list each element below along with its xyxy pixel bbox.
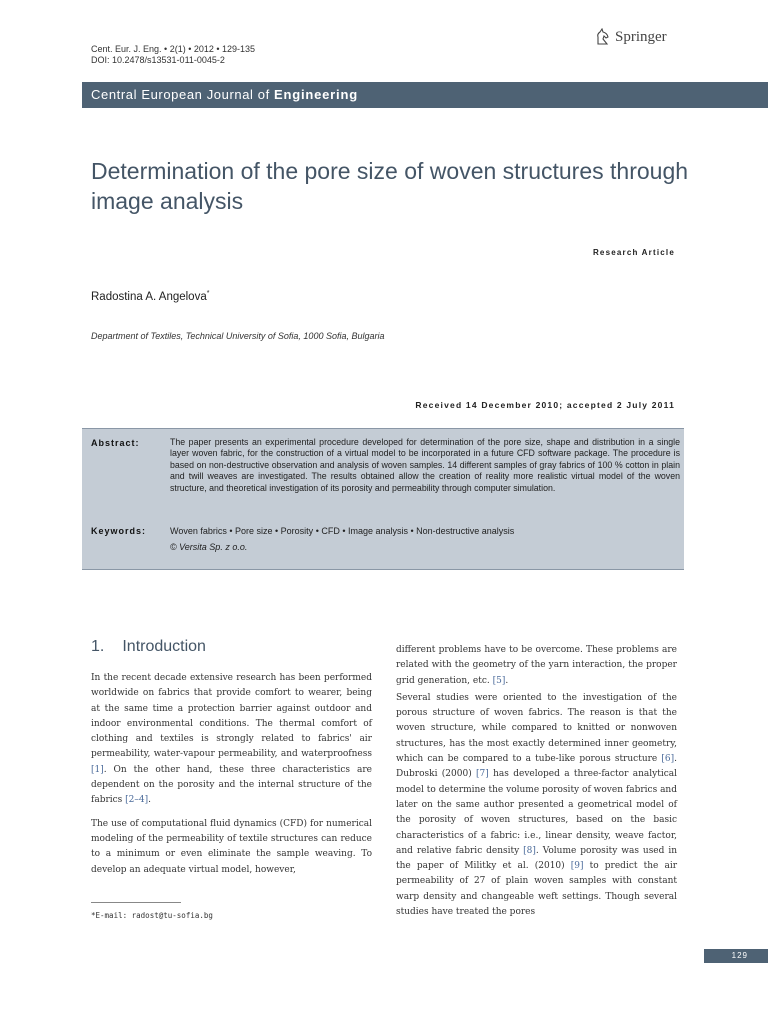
page-number: 129 xyxy=(731,951,748,960)
text-run: has developed a three-factor analytical model to determine the volume porosity of woven fabrics and later on the same author presented a geometrical model of the porosity of woven structures, based on the basic characteristics of a fabric: i.e., linear density, weave factor, and relative fabric density xyxy=(396,769,677,856)
author-name: Radostina A. Angelova xyxy=(91,290,207,303)
author xyxy=(91,290,209,303)
citation-ref[interactable]: [1] xyxy=(91,764,104,775)
publisher-name: Springer xyxy=(615,28,667,45)
paragraph: The use of computational fluid dynamics (CFD) for numerical modeling of the permeability of textile structures can reduce to a minimum or even eliminate the sample weaving. To develop an adequate virtual model, however, xyxy=(91,818,372,875)
footnote-rule xyxy=(91,902,181,903)
section-title: Introduction xyxy=(122,638,206,655)
text-run: Several studies were oriented to the investigation of the porous structure of woven fabrics. The reason is that the woven structure, while compared to knitted or nonwoven structures, has the most exactly determined inner geometry, which can be compared to a tube-like porous structure xyxy=(396,692,677,765)
text-run: . Dubroski (2000) xyxy=(396,754,677,780)
affiliation: Department of Textiles, Technical University of Sofia, 1000 Sofia, Bulgaria xyxy=(91,331,385,341)
citation-ref[interactable]: [9] xyxy=(570,861,584,872)
article-type: Research Article xyxy=(592,248,675,257)
journal-banner xyxy=(82,82,768,108)
citation-ref[interactable]: [8] xyxy=(523,845,536,856)
paragraph xyxy=(91,671,372,809)
right-column xyxy=(396,643,677,928)
journal-citation xyxy=(91,44,255,66)
text-run: . Volume porosity was used in the paper of Militky et al. (2010) xyxy=(396,845,677,872)
citation-line-1: Cent. Eur. J. Eng. • 2(1) • 2012 • 129-135 xyxy=(91,44,256,54)
citation-ref[interactable]: [5] xyxy=(492,675,506,686)
left-column xyxy=(91,671,372,886)
paragraph xyxy=(396,691,677,920)
text-run: . xyxy=(148,795,152,806)
citation-ref[interactable]: [6] xyxy=(661,754,675,765)
paper-title: Determination of the pore size of woven structures through image analysis xyxy=(91,158,689,214)
text-run: to predict the air permeability of 27 of plain woven samples with constant warp density and changeable weft settings. Though several studies have treated the pores xyxy=(396,861,677,918)
keywords: Woven fabrics • Pore size • Porosity • CFD • Image analysis • Non-destructive analysis xyxy=(170,526,515,536)
banner-prefix: Central European Journal of xyxy=(91,87,275,102)
springer-horse-icon xyxy=(595,28,611,46)
text-run: . xyxy=(505,675,509,686)
copyright: © Versita Sp. z o.o. xyxy=(170,542,248,552)
footnote-email: *E-mail: radost@tu-sofia.bg xyxy=(91,911,213,920)
section-heading xyxy=(91,638,206,656)
springer-logo xyxy=(595,28,667,46)
citation-ref[interactable]: [7] xyxy=(476,769,489,780)
citation-ref[interactable]: [2–4] xyxy=(125,795,149,806)
abstract-label: Abstract: xyxy=(91,438,140,448)
paragraph xyxy=(396,643,677,689)
received-dates: Received 14 December 2010; accepted 2 July 2011 xyxy=(415,400,675,410)
keywords-label: Keywords: xyxy=(91,526,147,536)
banner-bold: Engineering xyxy=(274,87,358,102)
abstract-box xyxy=(82,428,684,570)
page-number-bar xyxy=(704,949,768,963)
text-run: . On the other hand, these three characteristics are dependent on the porosity and the internal structure of the fabrics xyxy=(91,764,372,806)
citation-doi: DOI: 10.2478/s13531-011-0045-2 xyxy=(91,55,225,65)
section-number: 1. xyxy=(91,638,105,655)
text-run: different problems have to be overcome. These problems are related with the geometry of the yarn interaction, the proper grid generation, etc. xyxy=(396,645,677,686)
text-run: In the recent decade extensive research has been performed worldwide on fabrics that provide comfort to wearer, being at the same time a protection barrier against outdoor and indoor environmental conditions. The thermal comfort of clothing and textiles is strongly related to fabrics' air permeability, water-vapour permeability, and waterproofness xyxy=(91,673,372,760)
author-mark: * xyxy=(206,290,210,297)
abstract-text: The paper presents an experimental procedure developed for determination of the pore size, shape and distribution in a single layer woven fabric, for the construction of a virtual model to be incorporated in a future CFD software package. The procedure is based on non-destructive observation and analysis of woven samples. 14 different samples of gray fabrics of 100 % cotton in plain and twill weaves are investigated. The results obtained allow the creation of reality more realistic virtual model of the woven structure, and theoretical investigation of its porosity and permeability through computer simulation. xyxy=(170,437,680,493)
